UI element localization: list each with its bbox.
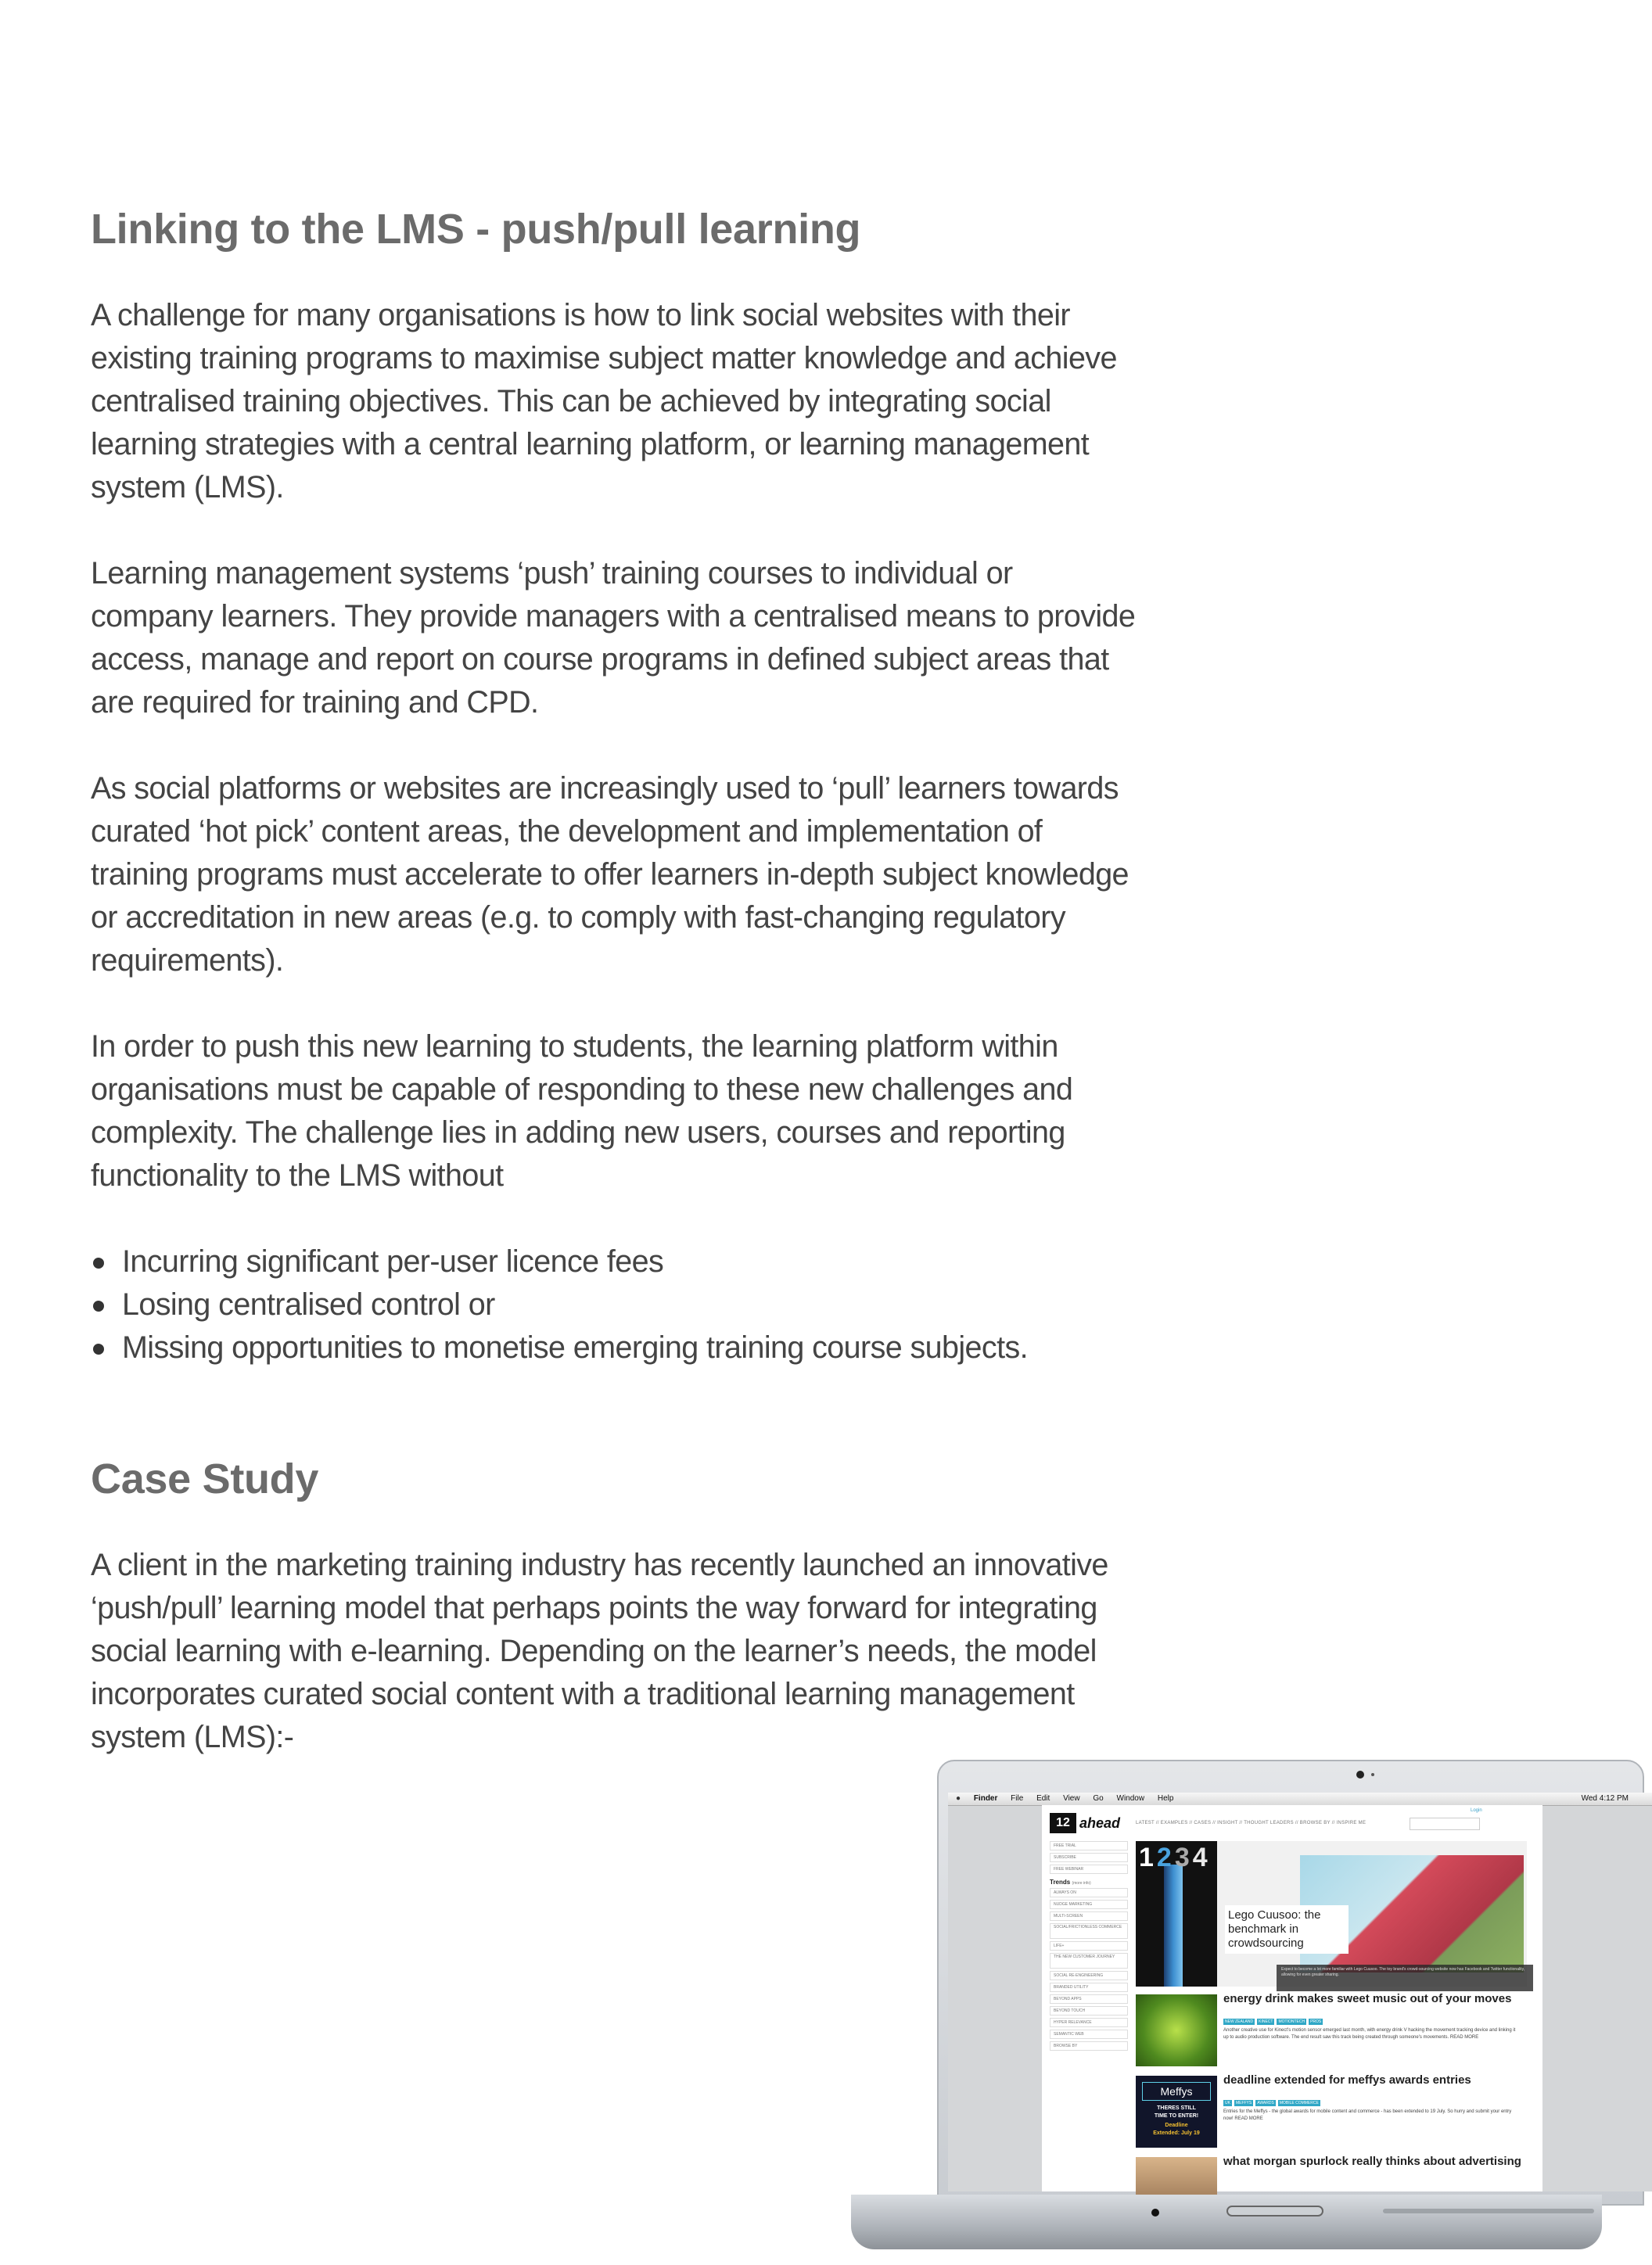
list-item: Incurring significant per-user licence fees [91, 1240, 1186, 1283]
laptop-image [851, 1760, 1629, 2265]
section-heading-lms: Linking to the LMS - push/pull learning [91, 206, 861, 253]
site-logo: 12 ahead [1050, 1813, 1122, 1833]
menu-file: File [1011, 1794, 1024, 1803]
apple-icon: ● [956, 1794, 961, 1803]
hero-feature [1136, 1841, 1527, 1987]
menu-edit: Edit [1036, 1794, 1050, 1803]
menu-go: Go [1093, 1794, 1104, 1803]
hero-carousel-numbers: 1234 [1139, 1843, 1211, 1872]
main-content [91, 202, 1186, 1759]
camera-icon [1356, 1771, 1364, 1779]
paragraph: A client in the marketing training industry has recently launched an innovative ‘push/pull’ learning model that perhaps points the way forward for integrating social learning with e-learning. Depending on the learner’s needs, the model incorporates curated social content with a traditional learning management system (LMS):- [91, 1548, 1108, 1754]
menu-window: Window [1116, 1794, 1145, 1803]
menu-help: Help [1157, 1794, 1174, 1803]
list-item: Missing opportunities to monetise emerging training course subjects. [91, 1326, 1186, 1369]
mac-menubar [948, 1793, 1652, 1806]
story-thumbnail [1136, 1994, 1217, 2066]
section-heading-case-study: Case Study [91, 1456, 319, 1502]
story-thumbnail: Meffys THERES STILL TIME TO ENTER! Deadline Extended: July 19 [1136, 2076, 1217, 2148]
login-link: Login [1471, 1808, 1482, 1813]
list-item: Losing centralised control or [91, 1283, 1186, 1326]
menubar-clock: Wed 4:12 PM [1581, 1794, 1629, 1803]
menu-view: View [1063, 1794, 1080, 1803]
paragraph: As social platforms or websites are increasingly used to ‘pull’ learners towards curated ‘hot pick’ content areas, the development and implementation of training programs must accelerate to offer learners in-depth subject knowledge or accreditation in new areas (e.g. to comply with fast-changing regulatory requirements). [91, 771, 1129, 978]
laptop-base [851, 2195, 1602, 2249]
site-sidebar: FREE TRIAL SUBSCRIBE FREE WEBINAR Trends (more info) ALWAYS ON NUDGE MARKETING MULTI-SCREEN SOCIAL/FRICTIONLESS COMMERCE LIFE+ THE NEW CUSTOMER JOURNEY SOCIAL RE-ENGINEERING BRANDED UTILITY BEYOND APPS BEYOND TOUCH HYPER RELEVANCE SEMANTIC WEB BROWSE BY [1050, 1841, 1128, 2053]
site-search-box [1410, 1818, 1480, 1830]
bullet-icon [93, 1344, 104, 1355]
bullet-list [91, 1240, 1186, 1369]
hero-caption: Expect to become a lot more familiar with Lego Cuusoo. The toy brand's crowd-sourcing website now has Facebook and Twitter functionality, allowing for even greater sharing. [1277, 1965, 1533, 1991]
website-screenshot: Login 12 ahead LATEST // EXAMPLES // CASES // INSIGHT // THOUGHT LEADERS // BROWSE BY // INSPIRE ME FREE TRIAL SUBSCRIBE FREE WEBINAR Trends (more info) ALWAYS ON NUDGE MARKETING MULTI-SCREEN SOCIAL/FRICTIONLESS COMMERCE LIFE+ THE NEW CUSTOMER JOURNEY SOCIAL RE-ENGINEERING BRANDED UTILITY BEYOND APPS BEYOND TOUCH HYPER RELEVANCE SEMANTIC WEB BROWSE BY 1234 Lego Cuusoo: the benchmark in crowdsourcing Expect to become a lot more familiar with Lego Cuusoo. The toy brand's crowd-sourcing website now has Facebook and Twitter functionality, allowing for even greater sharing. energy drink makes sweet music out of your moves NEW ZEALAND KINECT MOTIONTECH PROS Another creative use for Kinect's motion sensor emerged last month, with energy drink V hacking the movement tracking device and linking it up to audio production software. The end result saw this track being created through someone's movements. READ MORE Meffys THERES STILL TIME TO ENTER! Deadline Extended: July 19 deadline extended for meffys awards entries UK MEFFYS AWARDS MOBILE COMMERCE Entries for the Meffys - the global awards for mobile content and commerce - has been extended to 19 July. So hurry and submit your entry now! READ MORE what morgan spurlock really thinks about advertising [1042, 1805, 1542, 2191]
menu-finder: Finder [973, 1794, 998, 1803]
paragraph: In order to push this new learning to students, the learning platform within organisations must be capable of responding to these new challenges and complexity. The challenge lies in adding new users, courses and reporting functionality to the LMS without [91, 1029, 1073, 1193]
paragraph: Learning management systems ‘push’ training courses to individual or company learners. They provide managers with a centralised means to provide access, manage and report on course programs in defined subject areas that are required for training and CPD. [91, 556, 1136, 720]
paragraph: A challenge for many organisations is how to link social websites with their existing training programs to maximise subject matter knowledge and achieve centralised training objectives. This can be achieved by integrating social learning strategies with a central learning platform, or learning management system (LMS). [91, 298, 1117, 504]
site-nav: LATEST // EXAMPLES // CASES // INSIGHT // THOUGHT LEADERS // BROWSE BY // INSPIRE ME [1136, 1821, 1366, 1825]
bullet-icon [93, 1301, 104, 1312]
hero-title: Lego Cuusoo: the benchmark in crowdsourcing [1225, 1905, 1349, 1954]
laptop-screen [948, 1793, 1652, 2191]
bullet-icon [93, 1258, 104, 1269]
